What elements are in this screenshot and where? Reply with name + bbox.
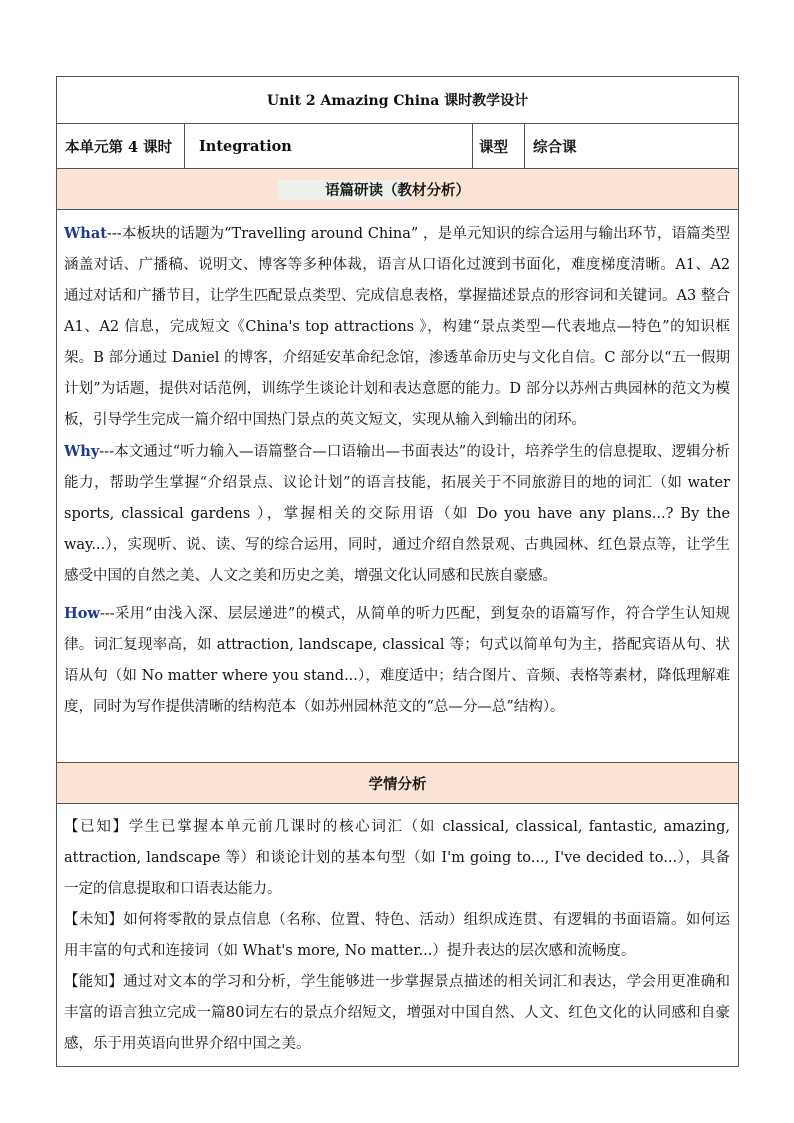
unknown-paragraph: 【未知】如何将零散的景点信息（名称、位置、特色、活动）组织成连贯、有逻辑的书面语篇。如何运用丰富的句式和连接词（如 What's more, No matter...）提升表达的层次感和流畅度。	[64, 912, 731, 959]
lesson-type-value: 综合课	[525, 124, 739, 169]
document-title: Unit 2 Amazing China 课时教学设计	[57, 77, 739, 124]
how-keyword: How	[64, 605, 100, 622]
how-paragraph	[64, 598, 730, 723]
section-heading-label: 语篇研读（教材分析）	[325, 181, 471, 199]
what-keyword: What	[64, 225, 107, 242]
lesson-number: 本单元第 4 课时	[57, 124, 185, 169]
lesson-plan-table	[56, 76, 739, 1067]
section-heading-text-analysis	[57, 169, 739, 210]
text-analysis-body	[57, 210, 739, 763]
lesson-info-row	[57, 124, 739, 169]
lesson-name: Integration	[185, 124, 473, 169]
student-analysis-body	[57, 804, 739, 1067]
why-keyword: Why	[64, 443, 100, 460]
lesson-plan-page	[56, 76, 738, 1067]
what-paragraph	[64, 218, 730, 436]
why-text: ---本文通过“听力输入—语篇整合—口语输出—书面表达”的设计，培养学生的信息提取、逻辑分析能力，帮助学生掌握“介绍景点、议论计划”的语言技能，拓展关于不同旅游目的地的词汇（如 water sports, classical gardens ），掌握相关的交际用语（如 Do you have any plans...? By the way...），实现听、说、读、写的综合运用，同时，通过介绍自然景观、古典园林、红色景点等，让学生感受中国的自然之美、人文之美和历史之美，增强文化认同感和民族自豪感。	[64, 444, 731, 584]
why-paragraph	[64, 436, 730, 592]
section-heading-label-2: 学情分析	[368, 775, 427, 793]
how-text: ---采用“由浅入深、层层递进”的模式，从简单的听力匹配，到复杂的语篇写作，符合学生认知规律。词汇复现率高，如 attraction, landscape, classical 等；句式以简单句为主，搭配宾语从句、状语从句（如 No matter where you stand...），难度适中；结合图片、音频、表格等素材，降低理解难度，同时为写作提供清晰的结构范本（如苏州园林范文的“总—分—总”结构）。	[64, 606, 731, 715]
lesson-type-label: 课型	[473, 124, 525, 169]
known-paragraph: 【已知】学生已掌握本单元前几课时的核心词汇（如 classical, classical, fantastic, amazing, attraction, landscape 等）和谈论计划的基本句型（如 I'm going to..., I've decided to...），具备一定的信息提取和口语表达能力。	[64, 819, 731, 897]
section-heading-student-analysis	[57, 763, 739, 804]
can-paragraph: 【能知】通过对文本的学习和分析，学生能够进一步掌握景点描述的相关词汇和表达，学会用更准确和丰富的语言独立完成一篇80词左右的景点介绍短文，增强对中国自然、人文、红色文化的认同感和自豪感，乐于用英语向世界介绍中国之美。	[64, 974, 731, 1052]
what-text: ---本板块的话题为“Travelling around China” ，是单元知识的综合运用与输出环节，语篇类型涵盖对话、广播稿、说明文、博客等多种体裁，语言从口语化过渡到书面化，难度梯度清晰。A1、A2 通过对话和广播节目，让学生匹配景点类型、完成信息表格，掌握描述景点的形容词和关键词。A3 整合 A1、A2 信息，完成短文《China's top attractions 》，构建“景点类型—代表地点—特色”的知识框架。B 部分通过 Daniel 的博客，介绍延安革命纪念馆，渗透革命历史与文化自信。C 部分以“五一假期计划”为话题，提供对话范例，训练学生谈论计划和表达意愿的能力。D 部分以苏州古典园林的范文为模板，引导学生完成一篇介绍中国热门景点的英文短文，实现从输入到输出的闭环。	[64, 226, 731, 428]
